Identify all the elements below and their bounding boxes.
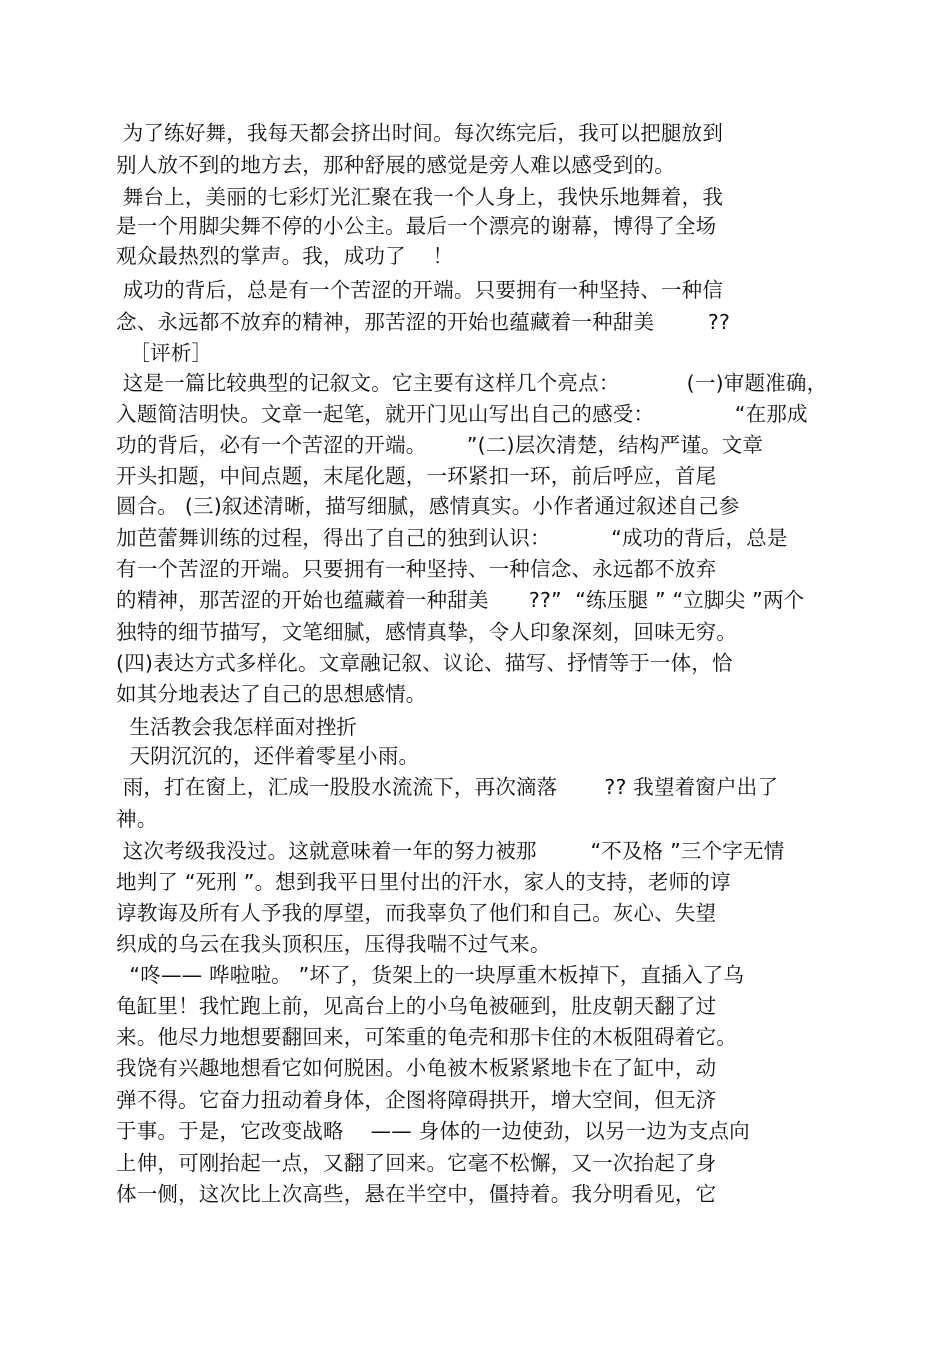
text-line: 成功的背后，总是有一个苦涩的开端。只要拥有一种坚持、一种信 [116, 278, 724, 302]
text-line: 圆合。 (三)叙述清晰，描写细腻，感情真实。小作者通过叙述自己参 [116, 494, 740, 518]
text-line: 谆教诲及所有人予我的厚望，而我辜负了他们和自己。灰心、失望 [116, 901, 717, 925]
text-line: 入题简洁明快。文章一起笔，就开门见山写出自己的感受： “在那成 [116, 402, 808, 426]
text-line: 为了练好舞，我每天都会挤出时间。每次练完后，我可以把腿放到 [116, 121, 724, 145]
text-line: 织成的乌云在我头顶积压，压得我喘不过气来。 [116, 932, 551, 956]
essay-title: 生活教会我怎样面对挫折 [116, 715, 358, 739]
text-line: 观众最热烈的掌声。我，成功了 ！ [116, 244, 454, 268]
text-line: 天阴沉沉的，还伴着零星小雨。 [116, 744, 420, 768]
text-line: 独特的细节描写，文笔细腻，感情真挚，令人印象深刻，回味无穷。 [116, 620, 737, 644]
text-line: 这是一篇比较典型的记叙文。它主要有这样几个亮点： (一)审题准确， [116, 371, 828, 395]
text-line: 体一侧，这次比上次高些，悬在半空中，僵持着。我分明看见，它 [116, 1182, 717, 1206]
text-line: 这次考级我没过。这就意味着一年的努力被那 “不及格 ”三个字无情 [116, 839, 785, 863]
text-line: 的精神，那苦涩的开始也蕴藏着一种甜美 ??” “练压腿 ” “立脚尖 ”两个 [116, 588, 805, 612]
text-line: 加芭蕾舞训练的过程，得出了自己的独到认识： “成功的背后，总是 [116, 526, 788, 550]
text-line: (四)表达方式多样化。文章融记叙、议论、描写、抒情等于一体，恰 [116, 651, 733, 675]
text-line: 我饶有兴趣地想看它如何脱困。小龟被木板紧紧地卡在了缸中，动 [116, 1056, 717, 1080]
text-line: 龟缸里！我忙跑上前，见高台上的小乌龟被砸到，肚皮朝天翻了过 [116, 994, 717, 1018]
text-line: “咚—— 哗啦啦。 ”坏了，货架上的一块厚重木板掉下，直插入了乌 [116, 963, 745, 987]
section-heading: ［评析］ [116, 341, 213, 365]
text-line: 雨，打在窗上，汇成一股股水流流下，再次滴落 ?? 我望着窗户出了 [116, 775, 779, 799]
text-line: 舞台上，美丽的七彩灯光汇聚在我一个人身上，我快乐地舞着，我 [116, 185, 724, 209]
text-line: 于事。于是，它改变战略 —— 身体的一边使劲，以另一边为支点向 [116, 1119, 750, 1143]
text-line: 地判了 “死刑 ”。想到我平日里付出的汗水，家人的支持，老师的谆 [116, 870, 731, 894]
text-line: 是一个用脚尖舞不停的小公主。最后一个漂亮的谢幕，博得了全场 [116, 214, 717, 238]
text-line: 有一个苦涩的开端。只要拥有一种坚持、一种信念、永远都不放弃 [116, 557, 717, 581]
text-line: 功的背后，必有一个苦涩的开端。 ”(二)层次清楚，结构严谨。文章 [116, 433, 764, 457]
text-line: 别人放不到的地方去，那种舒展的感觉是旁人难以感受到的。 [116, 153, 675, 177]
text-line: 上伸，可刚抬起一点，又翻了回来。它毫不松懈，又一次抬起了身 [116, 1151, 717, 1175]
text-line: 念、永远都不放弃的精神，那苦涩的开始也蕴藏着一种甜美 ?? [116, 310, 731, 334]
text-line: 来。他尽力地想要翻回来，可笨重的龟壳和那卡住的木板阻碍着它。 [116, 1025, 737, 1049]
text-line: 弹不得。它奋力扭动着身体，企图将障碍拱开，增大空间，但无济 [116, 1088, 717, 1112]
text-line: 如其分地表达了自己的思想感情。 [116, 682, 427, 706]
text-line: 神。 [116, 807, 158, 831]
text-line: 开头扣题，中间点题，末尾化题，一环紧扣一环，前后呼应，首尾 [116, 464, 717, 488]
